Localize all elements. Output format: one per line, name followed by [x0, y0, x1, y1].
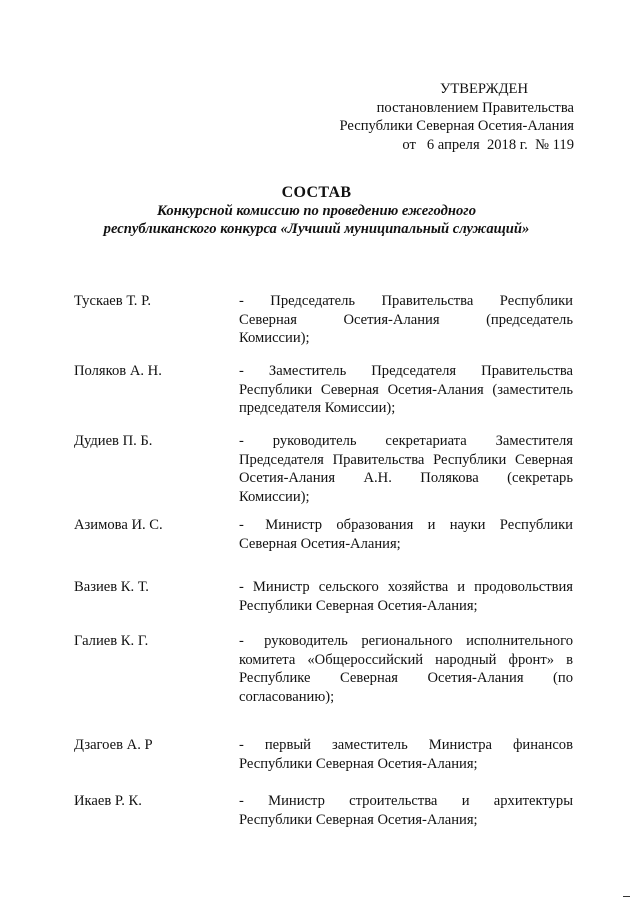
member-role-line: - руководитель секретариата Заместителя [239, 433, 573, 449]
approval-line-1: постановлением Правительства [376, 99, 574, 116]
document-heading [60, 184, 573, 238]
member-role [239, 432, 573, 506]
member-name: Поляков А. Н. [74, 363, 162, 379]
member-name: Вазиев К. Т. [74, 579, 149, 595]
member-role-line: - Министр образования и науки Республики [239, 517, 573, 533]
document-subtitle-line-2: республиканского конкурса «Лучший муниципальный служащий» [103, 221, 530, 237]
member-role-line: Республики Северная Осетия-Алания; [239, 597, 478, 614]
member-role-line: Северная Осетия-Алания (председатель [239, 311, 573, 328]
approval-line-3: от 6 апреля 2018 г. № 119 [402, 136, 574, 153]
member-role-line: Комиссии); [239, 330, 310, 346]
page-corner-mark [623, 896, 630, 897]
member-role-line: председателя Комиссии); [239, 400, 396, 416]
member-role-line: Республики Северная Осетия-Алания; [239, 811, 478, 828]
document-subtitle-line-1: Конкурсной комиссию по проведению ежегодного [156, 203, 476, 219]
member-role-line: - руководитель регионального исполнительного [239, 633, 573, 649]
member-role-line: - первый заместитель Министра финансов [239, 737, 573, 753]
member-name: Галиев К. Г. [74, 633, 149, 649]
member-role-line: Председателя Правительства Республики Северная [239, 451, 573, 468]
member-role [239, 632, 573, 706]
member-role [239, 292, 573, 348]
member-name: Азимова И. С. [74, 517, 163, 533]
member-role-line: - Министр сельского хозяйства и продовольствия [239, 579, 573, 595]
approval-line-2: Республики Северная Осетия-Алания [339, 118, 574, 134]
member-role [239, 792, 573, 829]
approval-stamp [339, 80, 574, 154]
member-name: Дудиев П. Б. [74, 433, 153, 449]
member-role-line: Осетия-Алания А.Н. Полякова (секретарь [239, 470, 573, 486]
member-role-line: Комиссии); [239, 488, 310, 505]
member-name: Икаев Р. К. [74, 793, 142, 809]
member-role-line: Республике Северная Осетия-Алания (по [239, 670, 573, 686]
member-role [239, 736, 573, 773]
member-role-line: - Министр строительства и архитектуры [239, 793, 573, 809]
approval-title: УТВЕРЖДЕН [440, 81, 528, 97]
member-role-line: комитета «Общероссийский народный фронт» в [239, 651, 573, 668]
member-role-line: - Заместитель Председателя Правительства [239, 363, 573, 379]
member-role-line: Северная Осетия-Алания; [239, 535, 401, 552]
member-role-line: - Председатель Правительства Республики [239, 293, 573, 309]
member-role-line: Республики Северная Осетия-Алания (заместитель [239, 381, 573, 398]
document-title: СОСТАВ [281, 184, 352, 201]
member-role [239, 362, 573, 418]
member-role [239, 578, 573, 615]
member-role-line: согласованию); [239, 688, 335, 705]
member-role-line: Республики Северная Осетия-Алания; [239, 755, 478, 772]
member-name: Тускаев Т. Р. [74, 293, 152, 309]
member-role [239, 516, 573, 553]
member-name: Дзагоев А. Р [74, 737, 153, 753]
